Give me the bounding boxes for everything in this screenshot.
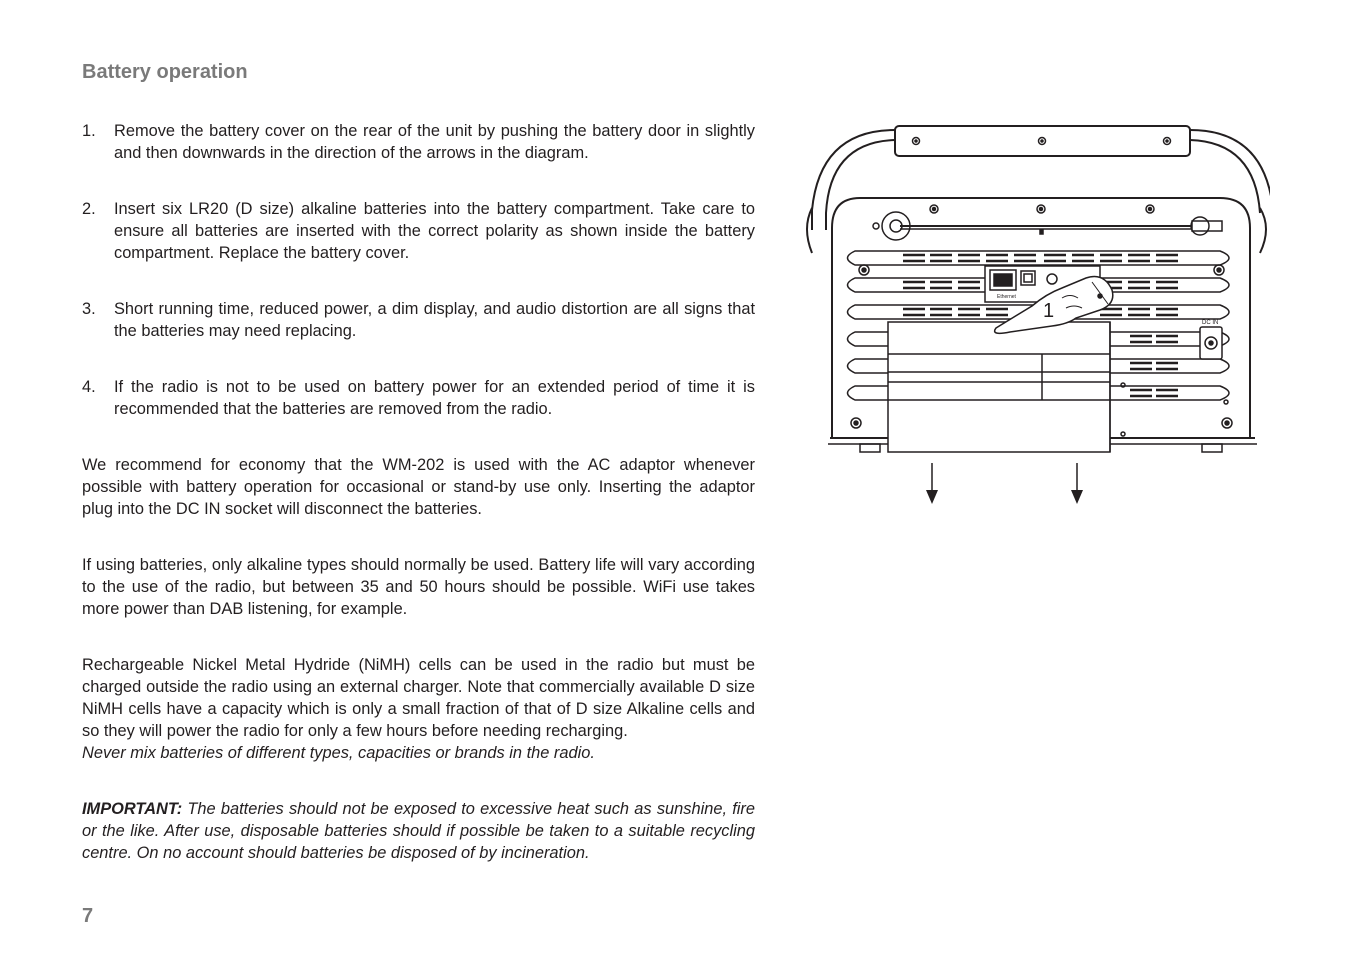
step-callout: 1 <box>1043 300 1055 322</box>
instruction-steps <box>82 120 755 420</box>
step-text: If the radio is not to be used on battery power for an extended period of time it is recommended that the batteries are removed from the radio. <box>114 378 755 418</box>
main-content <box>82 120 755 898</box>
step-item <box>82 298 755 342</box>
battery-door <box>888 322 1110 452</box>
step-number: 4. <box>82 378 96 396</box>
step-item <box>82 198 755 264</box>
step-number: 3. <box>82 300 96 318</box>
step-item <box>82 120 755 164</box>
nimh-text: Rechargeable Nickel Metal Hydride (NiMH) cells can be used in the radio but must be charged outside the radio using an external charger. Note that commercially available D size NiMH cells have a capacity which is only a small fraction of that of D size Alkaline cells and so they will power the radio for only a few hours before needing recharging. <box>82 656 755 740</box>
nimh-paragraph <box>82 654 755 764</box>
step-text: Remove the battery cover on the rear of the unit by pushing the battery door in slightly and then downwards in the direction of the arrows in the diagram. <box>114 122 755 162</box>
page-number: 7 <box>82 905 94 927</box>
step-number: 2. <box>82 200 96 218</box>
alkaline-paragraph: If using batteries, only alkaline types should normally be used. Battery life will vary according to the use of the radio, but between 35 and 50 hours should be possible. WiFi use takes more power than DAB listening, for example. <box>82 556 755 618</box>
radio-rear-diagram <box>800 118 1270 510</box>
economy-paragraph: We recommend for economy that the WM-202 is used with the AC adaptor whenever possible with battery operation for occasional or stand-by use only. Inserting the adaptor plug into the DC IN socket will disconnect the batteries. <box>82 456 755 518</box>
important-text: The batteries should not be exposed to excessive heat such as sunshine, fire or the like. After use, disposable batteries should if possible be taken to a suitable recycling centre. On no account should batteries be disposed of by incineration. <box>82 800 755 862</box>
page-heading: Battery operation <box>82 61 248 83</box>
important-label: IMPORTANT: <box>82 800 183 818</box>
step-item <box>82 376 755 420</box>
step-text: Insert six LR20 (D size) alkaline batteries into the battery compartment. Take care to ensure all batteries are inserted with the correct polarity as shown inside the battery compartment. Replace the battery cover. <box>114 200 755 262</box>
step-text: Short running time, reduced power, a dim display, and audio distortion are all signs that the batteries may need replacing. <box>114 300 755 340</box>
nimh-warning: Never mix batteries of different types, capacities or brands in the radio. <box>82 744 595 762</box>
important-notice <box>82 798 755 864</box>
ethernet-label: Ethernet <box>997 294 1016 300</box>
dc-in-label: DC IN <box>1202 320 1219 326</box>
step-number: 1. <box>82 122 96 140</box>
